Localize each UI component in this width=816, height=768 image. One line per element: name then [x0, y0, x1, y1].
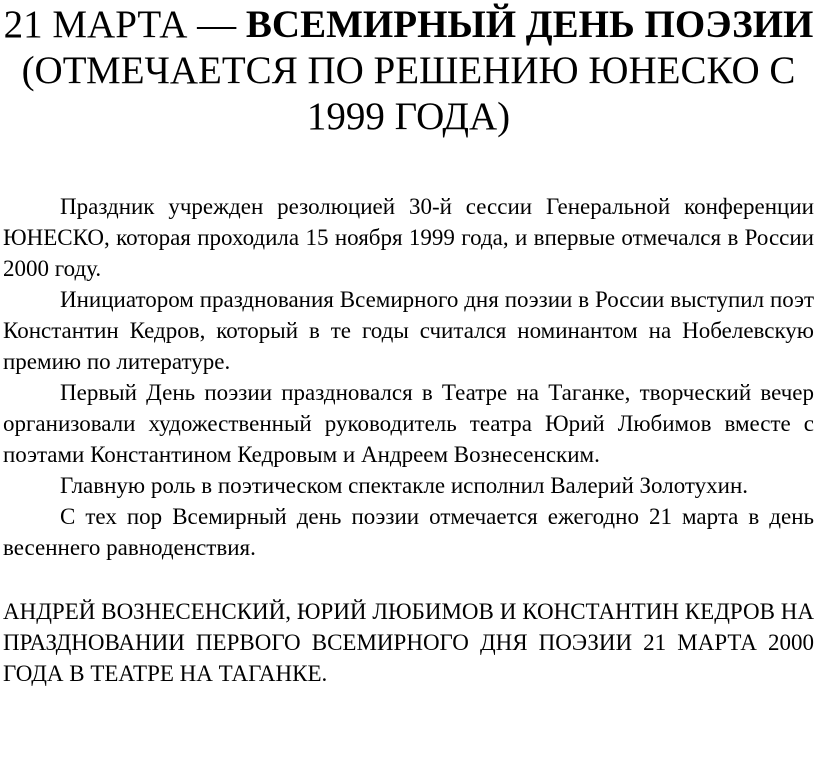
title-note: (ОТМЕЧАЕТСЯ ПО РЕШЕНИЮ ЮНЕСКО С 1999 ГОДА): [21, 49, 796, 138]
title-bold: ВСЕМИРНЫЙ ДЕНЬ ПОЭЗИИ: [245, 3, 814, 46]
paragraph: Главную роль в поэтическом спектакле исполнил Валерий Золотухин.: [60, 473, 749, 498]
title-date: 21 МАРТА —: [3, 3, 246, 46]
body-text: [3, 191, 814, 563]
paragraph: Инициатором празднования Всемирного дня поэзии в России выступил поэт Константин Кедров, который в те годы считался номинантом на Нобелевскую премию по литературе.: [3, 287, 814, 374]
page-title: [3, 0, 814, 140]
paragraph: Первый День поэзии праздновался в Театре на Таганке, творческий вечер организовали художественный руководитель театра Юрий Любимов вместе с поэтами Константином Кедровым и Андреем Вознесенским.: [3, 380, 814, 467]
paragraph: Праздник учрежден резолюцией 30-й сессии Генеральной конференции ЮНЕСКО, которая проходила 15 ноября 1999 года, и впервые отмечался в России 2000 году.: [3, 194, 814, 281]
photo-caption: АНДРЕЙ ВОЗНЕСЕНСКИЙ, ЮРИЙ ЛЮБИМОВ И КОНСТАНТИН КЕДРОВ НА ПРАЗДНОВАНИИ ПЕРВОГО ВСЕМИРНОГО ДНЯ ПОЭЗИИ 21 МАРТА 2000 ГОДА В ТЕАТРЕ НА ТАГАНКЕ.: [3, 599, 814, 686]
paragraph: С тех пор Всемирный день поэзии отмечается ежегодно 21 марта в день весеннего равноденствия.: [3, 504, 814, 560]
